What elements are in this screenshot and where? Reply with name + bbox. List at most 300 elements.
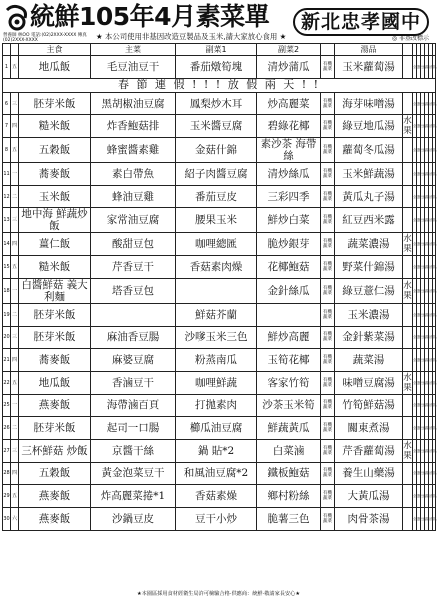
weekday-cell: 三 [11, 208, 19, 233]
nutrition-cell: 豆 [421, 163, 425, 186]
nutrition-cell: 油 [429, 138, 433, 163]
menu-title: 統鮮105年4月素菜單 [30, 2, 270, 31]
holiday-row [3, 78, 436, 92]
day-cell: 25 [3, 394, 11, 417]
table-row [3, 163, 436, 186]
main-dish-cell: 麻油香豆腸 [91, 326, 176, 349]
main-dish-cell: 黃金泡菜豆干 [91, 462, 176, 485]
nutrition-cell: 豆 [421, 326, 425, 349]
nutrition-cell: 蔬 [425, 138, 429, 163]
nutrition-cell: 熱 [433, 92, 436, 115]
table-row [3, 233, 436, 256]
side1-cell: 金菇什錦 [176, 138, 257, 163]
table-row [3, 326, 436, 349]
soup-cell: 芹香蘿蔔湯 [335, 439, 403, 462]
side2-cell: 清炒蒲瓜 [257, 56, 321, 79]
soup-cell: 海芽味噌湯 [335, 92, 403, 115]
main-dish-cell: 酸甜豆包 [91, 233, 176, 256]
veg-cell: 有機蔬菜 [321, 278, 335, 303]
side1-cell: 香菇素肉燥 [176, 256, 257, 279]
side1-cell: 紹子肉醬豆腐 [176, 163, 257, 186]
fruit-cell [403, 326, 413, 349]
staple-cell: 燕麥飯 [19, 508, 91, 531]
nutrition-cell: 蛋 [417, 508, 421, 531]
day-cell: 7 [3, 115, 11, 138]
staple-cell: 蕎麥飯 [19, 349, 91, 372]
nutrition-cell: 油 [429, 208, 433, 233]
table-row [3, 185, 436, 208]
weekday-cell: 三 [11, 439, 19, 462]
nutrition-cell: 蛋 [417, 303, 421, 326]
nutrition-cell: 熱 [433, 233, 436, 256]
staple-cell: 地中海 鮮蔬炒飯 [19, 208, 91, 233]
nutrition-cell: 熱 [433, 508, 436, 531]
nutrition-cell: 油 [429, 485, 433, 508]
nutrition-cell: 豆 [421, 92, 425, 115]
side2-cell: 鮮蔬黃瓜 [257, 417, 321, 440]
table-row [3, 394, 436, 417]
menu-header [0, 0, 437, 44]
nutrition-cell: 蔬 [425, 278, 429, 303]
weekday-cell: 二 [11, 185, 19, 208]
weekday-cell: 一 [11, 278, 19, 303]
veg-cell: 有機蔬菜 [321, 56, 335, 79]
nutrition-cell: 蛋 [417, 417, 421, 440]
veg-cell: 有機蔬菜 [321, 508, 335, 531]
side2-cell: 鮮炒白菜 [257, 208, 321, 233]
side2-cell: 沙茶玉米筍 [257, 394, 321, 417]
nutrition-cell: 全 [413, 256, 417, 279]
day-cell: 29 [3, 485, 11, 508]
fruit-cell: 水果 [403, 372, 412, 393]
nutrition-cell: 全 [413, 163, 417, 186]
side1-cell: 粉蒸南瓜 [176, 349, 257, 372]
day-cell: 28 [3, 462, 11, 485]
side1-cell: 香菇素燥 [176, 485, 257, 508]
side2-cell: 清炒絲瓜 [257, 163, 321, 186]
day-cell: 22 [3, 371, 11, 394]
nutrition-cell: 蔬 [425, 439, 429, 462]
nutrition-cell: 全 [413, 138, 417, 163]
table-header-row [3, 44, 436, 56]
nutrition-cell: 蔬 [425, 115, 429, 138]
staple-cell: 地瓜飯 [19, 56, 91, 79]
nutrition-cell: 蔬 [425, 185, 429, 208]
nutrition-cell: 豆 [421, 278, 425, 303]
table-row [3, 439, 436, 462]
main-dish-cell: 家常油豆腐 [91, 208, 176, 233]
table-row [3, 115, 436, 138]
soup-cell: 養生山藥湯 [335, 462, 403, 485]
nutrition-cell: 豆 [421, 485, 425, 508]
staple-cell: 蕎麥飯 [19, 163, 91, 186]
nutrition-cell: 油 [429, 163, 433, 186]
nutrition-cell: 蔬 [425, 208, 429, 233]
col-day [3, 44, 11, 56]
dietitian-info: 營養師 林OO 電話:(02)2XXX-XXXX 傳真(02)2XXX-XXXX [3, 33, 87, 43]
nutrition-cell: 熱 [433, 371, 436, 394]
side1-cell: 鳳梨炒木耳 [176, 92, 257, 115]
side2-cell: 鮮炒高麗 [257, 326, 321, 349]
veg-cell: 有機蔬菜 [321, 394, 335, 417]
table-row [3, 56, 436, 79]
table-row [3, 208, 436, 233]
nutrition-cell: 豆 [421, 349, 425, 372]
table-row [3, 256, 436, 279]
nutrition-cell: 蛋 [417, 163, 421, 186]
weekday-cell: 二 [11, 303, 19, 326]
col-main-dish: 主菜 [91, 44, 176, 56]
soup-cell: 玉米濃湯 [335, 303, 403, 326]
nutrition-cell: 熱 [433, 185, 436, 208]
veg-cell: 有機蔬菜 [321, 485, 335, 508]
nutrition-cell: 熱 [433, 163, 436, 186]
nutrition-cell: 全 [413, 394, 417, 417]
day-cell: 8 [3, 138, 11, 163]
nutrition-cell: 全 [413, 326, 417, 349]
weekday-cell: 三 [11, 92, 19, 115]
day-cell: 21 [3, 349, 11, 372]
nutrition-cell: 熱 [433, 394, 436, 417]
table-row [3, 138, 436, 163]
fruit-cell [403, 508, 413, 531]
nutrition-cell: 蔬 [425, 417, 429, 440]
main-dish-cell: 香滷豆干 [91, 371, 176, 394]
staple-cell: 燕麥飯 [19, 485, 91, 508]
nutrition-cell: 豆 [421, 417, 425, 440]
side2-cell: 脆薯三色 [257, 508, 321, 531]
nutrition-cell: 豆 [421, 508, 425, 531]
menu-table [2, 43, 436, 531]
nutrition-cell: 油 [429, 439, 433, 462]
soup-cell: 紅豆西米露 [335, 208, 403, 233]
nutrition-cell: 熱 [433, 439, 436, 462]
nutrition-cell: 蔬 [425, 92, 429, 115]
nutrition-cell: 熱 [433, 278, 436, 303]
veg-cell: 有機蔬菜 [321, 349, 335, 372]
nutrition-cell: 全 [413, 508, 417, 531]
table-row [3, 92, 436, 115]
fruit-cell [403, 417, 413, 440]
nutrition-cell: 豆 [421, 371, 425, 394]
nutrition-cell: 豆 [421, 233, 425, 256]
veg-cell: 有機蔬菜 [321, 185, 335, 208]
day-cell: 14 [3, 233, 11, 256]
veg-cell: 有機蔬菜 [321, 303, 335, 326]
nutrition-cell: 油 [429, 185, 433, 208]
table-row [3, 278, 436, 303]
weekday-cell: 四 [11, 233, 19, 256]
veg-cell: 有機蔬菜 [321, 233, 335, 256]
nutrition-cell: 豆 [421, 439, 425, 462]
weekday-cell: 五 [11, 485, 19, 508]
main-dish-cell: 起司一口腸 [91, 417, 176, 440]
nutrition-cell: 豆 [421, 115, 425, 138]
weekday-cell: 一 [11, 394, 19, 417]
nutrition-cell: 熱 [433, 349, 436, 372]
table-row [3, 303, 436, 326]
nutrition-cell: 蛋 [417, 115, 421, 138]
veg-cell: 有機蔬菜 [321, 163, 335, 186]
staple-cell: 薑仁飯 [19, 233, 91, 256]
nutrition-cell: 豆 [421, 462, 425, 485]
nutrition-cell: 蛋 [417, 56, 421, 79]
veg-cell: 有機蔬菜 [321, 326, 335, 349]
nutrition-cell: 蔬 [425, 56, 429, 79]
main-dish-cell: 麻婆豆腐 [91, 349, 176, 372]
fruit-cell: 水果 [403, 278, 413, 303]
weekday-cell: 四 [11, 462, 19, 485]
veg-cell: 有機蔬菜 [321, 208, 335, 233]
holiday-notice: 春 節 連 假 ! ! ! 放 假 兩 天 ! ! [3, 78, 436, 92]
soup-cell: 蔬菜濃湯 [335, 233, 403, 256]
nutrition-cell: 油 [429, 256, 433, 279]
day-cell: 18 [3, 278, 11, 303]
table-row [3, 462, 436, 485]
nutrition-cell: 豆 [421, 256, 425, 279]
day-cell: 15 [3, 256, 11, 279]
soup-cell: 綠豆地瓜湯 [335, 115, 403, 138]
nutrition-cell: 全 [413, 278, 417, 303]
nutrition-cell: 蔬 [425, 233, 429, 256]
fruit-cell [403, 349, 413, 372]
day-cell: 13 [3, 208, 11, 233]
nutrition-cell: 全 [413, 371, 417, 394]
nutrition-cell: 油 [429, 508, 433, 531]
gmo-badge: ◎ 非基改標示 [391, 35, 429, 42]
day-cell: 11 [3, 163, 11, 186]
col-side2: 副菜2 [257, 44, 321, 56]
nutrition-cell: 全 [413, 233, 417, 256]
main-dish-cell: 蜂蜜醬素雞 [91, 138, 176, 163]
col-nut-6 [433, 44, 436, 56]
staple-cell: 五穀飯 [19, 138, 91, 163]
soup-cell: 綠豆薏仁湯 [335, 278, 403, 303]
soup-cell: 金針紫菜湯 [335, 326, 403, 349]
main-dish-cell: 黑胡椒油豆腐 [91, 92, 176, 115]
nutrition-cell: 熱 [433, 56, 436, 79]
weekday-cell: 一 [11, 163, 19, 186]
side2-cell [257, 303, 321, 326]
staple-cell: 胚芽米飯 [19, 417, 91, 440]
side2-cell: 玉筍花椰 [257, 349, 321, 372]
main-dish-cell: 京醬干絲 [91, 439, 176, 462]
fruit-cell: 水果 [403, 234, 412, 255]
main-dish-cell: 毛豆油豆干 [91, 56, 176, 79]
nutrition-cell: 蔬 [425, 163, 429, 186]
side2-cell: 客家竹筍 [257, 371, 321, 394]
col-side1: 副菜1 [176, 44, 257, 56]
nutrition-cell: 蔬 [425, 326, 429, 349]
soup-cell: 蘿蔔冬瓜湯 [335, 138, 403, 163]
nutrition-cell: 蔬 [425, 485, 429, 508]
nutrition-cell: 油 [429, 278, 433, 303]
fruit-cell: 水果 [403, 440, 412, 461]
fruit-cell [403, 394, 413, 417]
staple-cell: 玉米飯 [19, 185, 91, 208]
nutrition-cell: 油 [429, 303, 433, 326]
veg-cell: 有機蔬菜 [321, 115, 335, 138]
staple-cell: 胚芽米飯 [19, 92, 91, 115]
nutrition-cell: 豆 [421, 303, 425, 326]
nutrition-cell: 油 [429, 115, 433, 138]
soup-cell: 玉米鮮蔬湯 [335, 163, 403, 186]
nutrition-cell: 蔬 [425, 349, 429, 372]
weekday-cell: 六 [11, 508, 19, 531]
staple-cell: 燕麥飯 [19, 394, 91, 417]
nutrition-cell: 蛋 [417, 256, 421, 279]
nutrition-cell: 全 [413, 349, 417, 372]
fruit-cell [403, 485, 413, 508]
weekday-cell: 四 [11, 115, 19, 138]
veg-cell: 有機蔬菜 [321, 92, 335, 115]
side2-cell: 三彩四季 [257, 185, 321, 208]
nutrition-cell: 蛋 [417, 185, 421, 208]
fruit-cell [403, 303, 413, 326]
veg-cell: 有機蔬菜 [321, 138, 335, 163]
nutrition-cell: 豆 [421, 185, 425, 208]
side2-cell: 碧綠花椰 [257, 115, 321, 138]
nutrition-cell: 全 [413, 185, 417, 208]
side2-cell: 鄉村粉絲 [257, 485, 321, 508]
soup-cell: 玉米蘿蔔湯 [335, 56, 403, 79]
main-dish-cell: 塔香豆包 [91, 278, 176, 303]
side2-cell: 炒高麗菜 [257, 92, 321, 115]
side2-cell: 素沙茶 海帶絲 [257, 138, 321, 163]
day-cell: 27 [3, 439, 11, 462]
nutrition-cell: 油 [429, 394, 433, 417]
soup-cell: 大黃瓜湯 [335, 485, 403, 508]
nutrition-cell: 熱 [433, 462, 436, 485]
soup-cell: 蔬菜湯 [335, 349, 403, 372]
nutrition-cell: 油 [429, 349, 433, 372]
nutrition-cell: 蛋 [417, 485, 421, 508]
main-dish-cell: 炸香鮑菇排 [91, 115, 176, 138]
day-cell: 1 [3, 56, 11, 79]
side1-cell: 鮮菇芥蘭 [176, 303, 257, 326]
main-dish-cell [91, 303, 176, 326]
veg-cell: 有機蔬菜 [321, 462, 335, 485]
side1-cell: 腰果玉米 [176, 208, 257, 233]
side1-cell: 豆干小炒 [176, 508, 257, 531]
soup-cell: 野菜什錦湯 [335, 256, 403, 279]
table-row [3, 508, 436, 531]
nutrition-cell: 油 [429, 56, 433, 79]
staple-cell: 糙米飯 [19, 115, 91, 138]
side2-cell: 鐵板鮑菇 [257, 462, 321, 485]
side1-cell: 玉米醬豆腐 [176, 115, 257, 138]
veg-cell: 有機蔬菜 [321, 439, 335, 462]
nutrition-cell: 蛋 [417, 439, 421, 462]
staple-cell: 胚芽米飯 [19, 326, 91, 349]
soup-cell: 竹筍鮮菇湯 [335, 394, 403, 417]
side2-cell: 金針絲瓜 [257, 278, 321, 303]
fruit-cell: 水果 [403, 116, 412, 137]
soup-cell: 肉骨茶湯 [335, 508, 403, 531]
veg-cell: 有機蔬菜 [321, 371, 335, 394]
nutrition-cell: 熱 [433, 326, 436, 349]
nutrition-cell: 蛋 [417, 278, 421, 303]
side1-cell: 沙嗲玉米三色 [176, 326, 257, 349]
nutrition-cell: 全 [413, 56, 417, 79]
nutrition-cell: 全 [413, 485, 417, 508]
col-week [11, 44, 19, 56]
staple-cell: 三杯鮮菇 炒飯 [19, 439, 91, 462]
weekday-cell: 五 [11, 138, 19, 163]
nutrition-cell: 全 [413, 439, 417, 462]
main-dish-cell: 蜂油豆雞 [91, 185, 176, 208]
nutrition-cell: 蛋 [417, 208, 421, 233]
fruit-cell [403, 208, 413, 233]
day-cell: 19 [3, 303, 11, 326]
side2-cell: 白菜滷 [257, 439, 321, 462]
fruit-cell [403, 185, 413, 208]
day-cell: 30 [3, 508, 11, 531]
nutrition-cell: 全 [413, 417, 417, 440]
nutrition-cell: 油 [429, 326, 433, 349]
weekday-cell: 五 [11, 256, 19, 279]
staple-cell: 地瓜飯 [19, 371, 91, 394]
side2-cell: 花椰鮑菇 [257, 256, 321, 279]
fruit-cell [403, 138, 413, 163]
col-fruit [403, 44, 413, 56]
weekday-cell: 二 [11, 417, 19, 440]
nutrition-cell: 全 [413, 115, 417, 138]
nutrition-cell: 蛋 [417, 349, 421, 372]
soup-cell: 關東煮湯 [335, 417, 403, 440]
nutrition-cell: 油 [429, 233, 433, 256]
main-dish-cell: 素白帶魚 [91, 163, 176, 186]
nutrition-cell: 蛋 [417, 326, 421, 349]
day-cell: 26 [3, 417, 11, 440]
nutrition-cell: 全 [413, 303, 417, 326]
main-dish-cell: 炸高麗菜捲*1 [91, 485, 176, 508]
main-dish-cell: 沙鍋豆皮 [91, 508, 176, 531]
nutrition-cell: 油 [429, 92, 433, 115]
nutrition-cell: 蛋 [417, 394, 421, 417]
fruit-cell [403, 92, 413, 115]
side1-cell: 和風油豆腐*2 [176, 462, 257, 485]
nutrition-cell: 全 [413, 208, 417, 233]
school-name: 新北忠孝國中 [293, 8, 429, 36]
staple-cell: 糙米飯 [19, 256, 91, 279]
veg-cell: 有機蔬菜 [321, 256, 335, 279]
nutrition-cell: 油 [429, 371, 433, 394]
col-staple: 主食 [19, 44, 91, 56]
soup-cell: 味噌豆腐湯 [335, 371, 403, 394]
table-row [3, 371, 436, 394]
nutrition-cell: 熱 [433, 208, 436, 233]
nutrition-cell: 蔬 [425, 303, 429, 326]
main-dish-cell: 芹香豆干 [91, 256, 176, 279]
nutrition-cell: 油 [429, 462, 433, 485]
main-dish-cell: 海帶滷百頁 [91, 394, 176, 417]
side1-cell: 打拋素肉 [176, 394, 257, 417]
side1-cell: 咖哩鮮蔬 [176, 371, 257, 394]
nutrition-cell: 全 [413, 92, 417, 115]
nutrition-cell: 蛋 [417, 233, 421, 256]
weekday-cell: 五 [11, 371, 19, 394]
day-cell: 6 [3, 92, 11, 115]
nutrition-cell: 熱 [433, 417, 436, 440]
nutrition-cell: 蔬 [425, 371, 429, 394]
nutrition-cell: 蔬 [425, 462, 429, 485]
side2-cell: 脆炒銀芽 [257, 233, 321, 256]
nutrition-cell: 熱 [433, 115, 436, 138]
nutrition-cell: 蛋 [417, 462, 421, 485]
nutrition-cell: 熱 [433, 138, 436, 163]
nutrition-cell: 熱 [433, 303, 436, 326]
